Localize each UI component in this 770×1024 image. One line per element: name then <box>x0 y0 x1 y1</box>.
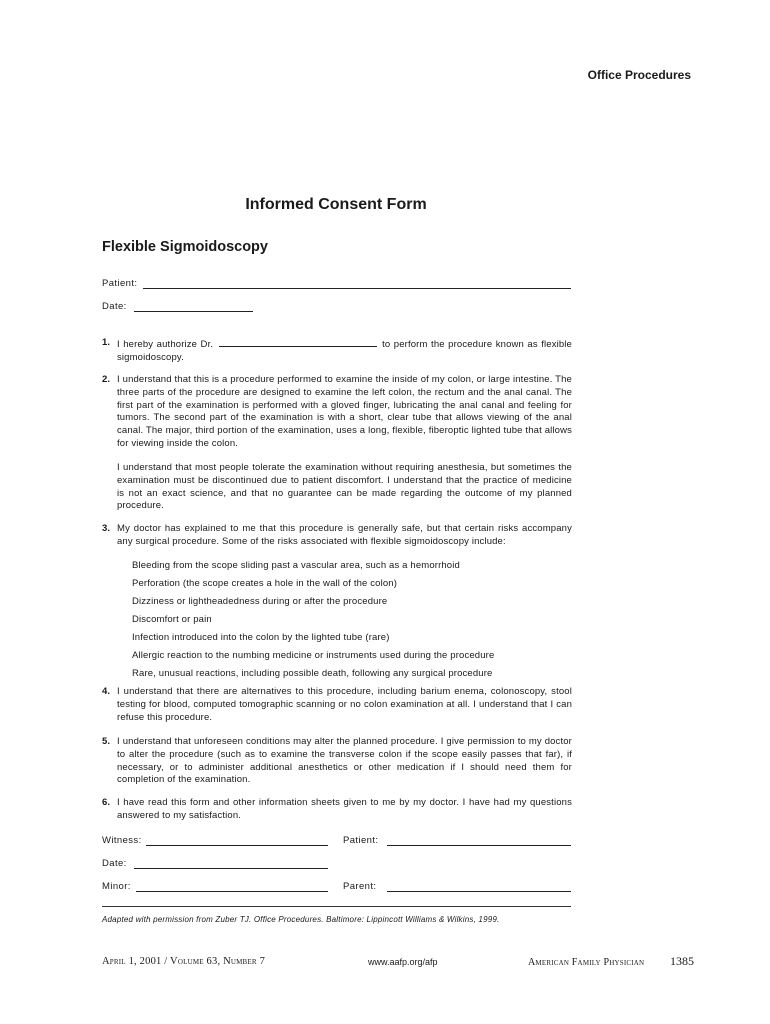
item-number: 3. <box>102 523 111 534</box>
item-number: 2. <box>102 374 111 385</box>
witness-signature-line[interactable] <box>146 845 328 846</box>
source-credit: Adapted with permission from Zuber TJ. Office Procedures. Baltimore: Lippincott Williams & Wilkins, 1999. <box>102 915 500 924</box>
form-title: Informed Consent Form <box>245 196 427 213</box>
journal-name: American Family Physician <box>528 957 645 968</box>
item-text-after: to perform the procedure known as flexible sigmoidoscopy. <box>117 339 572 363</box>
signature-date-line[interactable] <box>134 868 328 869</box>
minor-signature-line[interactable] <box>136 891 328 892</box>
item-text: I understand that unforeseen conditions may alter the planned procedure. I give permission to my doctor to alter the procedure (such as to examine the transverse colon if the scope easily passes that far), if necessary, or to administer additional anesthetics or other medication if I should need them for completion of the examination. <box>117 736 572 786</box>
risk-list-item: Allergic reaction to the numbing medicine or instruments used during the procedure <box>132 650 495 661</box>
signature-date-label: Date: <box>102 858 127 869</box>
parent-signature-line[interactable] <box>387 891 571 892</box>
consent-item-2-paragraph-2: I understand that most people tolerate the examination without requiring anesthesia, but sometimes the examination must be discontinued due to patient discomfort. I understand that the practice of medicine is not an exact science, and that no guarantee can be made regarding the outcome of my planned procedure. <box>117 462 572 512</box>
doctor-name-line[interactable] <box>219 337 377 347</box>
risk-list-item: Perforation (the scope creates a hole in the wall of the colon) <box>132 578 398 589</box>
risk-list-item: Discomfort or pain <box>132 614 212 625</box>
page-number: 1385 <box>670 954 694 968</box>
item-text-before: I hereby authorize Dr. <box>117 339 214 350</box>
patient-field-label: Patient: <box>102 278 138 289</box>
consent-item-5 <box>102 736 572 787</box>
patient-signature-label: Patient: <box>343 835 379 846</box>
journal-url[interactable]: www.aafp.org/afp <box>368 957 438 967</box>
witness-label: Witness: <box>102 835 142 846</box>
item-number: 6. <box>102 797 111 808</box>
consent-item-2 <box>102 374 572 451</box>
date-field-line[interactable] <box>134 311 253 312</box>
patient-signature-line[interactable] <box>387 845 571 846</box>
patient-field-line[interactable] <box>143 288 571 289</box>
footer-divider <box>102 906 571 907</box>
risk-list-item: Bleeding from the scope sliding past a vascular area, such as a hemorrhoid <box>132 560 460 571</box>
consent-item-3 <box>102 523 572 549</box>
risk-list-item: Dizziness or lightheadedness during or after the procedure <box>132 596 388 607</box>
risk-list-item: Infection introduced into the colon by the lighted tube (rare) <box>132 632 390 643</box>
minor-label: Minor: <box>102 881 131 892</box>
form-subtitle: Flexible Sigmoidoscopy <box>102 239 268 255</box>
item-text: I understand that there are alternatives to this procedure, including barium enema, colonoscopy, stool testing for blood, computed tomographic scanning or no colon examination at all. I understand that I can refuse this procedure. <box>117 686 572 723</box>
risk-list-item: Rare, unusual reactions, including possible death, following any surgical procedure <box>132 668 493 679</box>
issue-info: April 1, 2001 / Volume 63, Number 7 <box>102 956 266 967</box>
item-number: 1. <box>102 337 111 348</box>
section-label: Office Procedures <box>587 68 691 82</box>
consent-item-1 <box>102 337 572 365</box>
consent-item-6 <box>102 797 572 823</box>
item-text: My doctor has explained to me that this procedure is generally safe, but that certain risks accompany any surgical procedure. Some of the risks associated with flexible sigmoidoscopy include: <box>117 523 572 547</box>
item-text: I have read this form and other information sheets given to me by my doctor. I have had my questions answered to my satisfaction. <box>117 797 572 821</box>
item-text: I understand that this is a procedure performed to examine the inside of my colon, or large intestine. The three parts of the procedure are designed to examine the left colon, the rectum and the anal canal. The first part of the examination is performed with a gloved finger, lubricating the anal canal and feeling for tumors. The second part of the examination is with a short, clear tube that allows viewing of the anal canal. The major, third portion of the examination, uses a long, flexible, fiberoptic lighted tube that allows for viewing inside the colon. <box>117 374 572 449</box>
item-number: 4. <box>102 686 111 697</box>
parent-label: Parent: <box>343 881 377 892</box>
date-field-label: Date: <box>102 301 127 312</box>
consent-item-4 <box>102 686 572 724</box>
item-number: 5. <box>102 736 111 747</box>
